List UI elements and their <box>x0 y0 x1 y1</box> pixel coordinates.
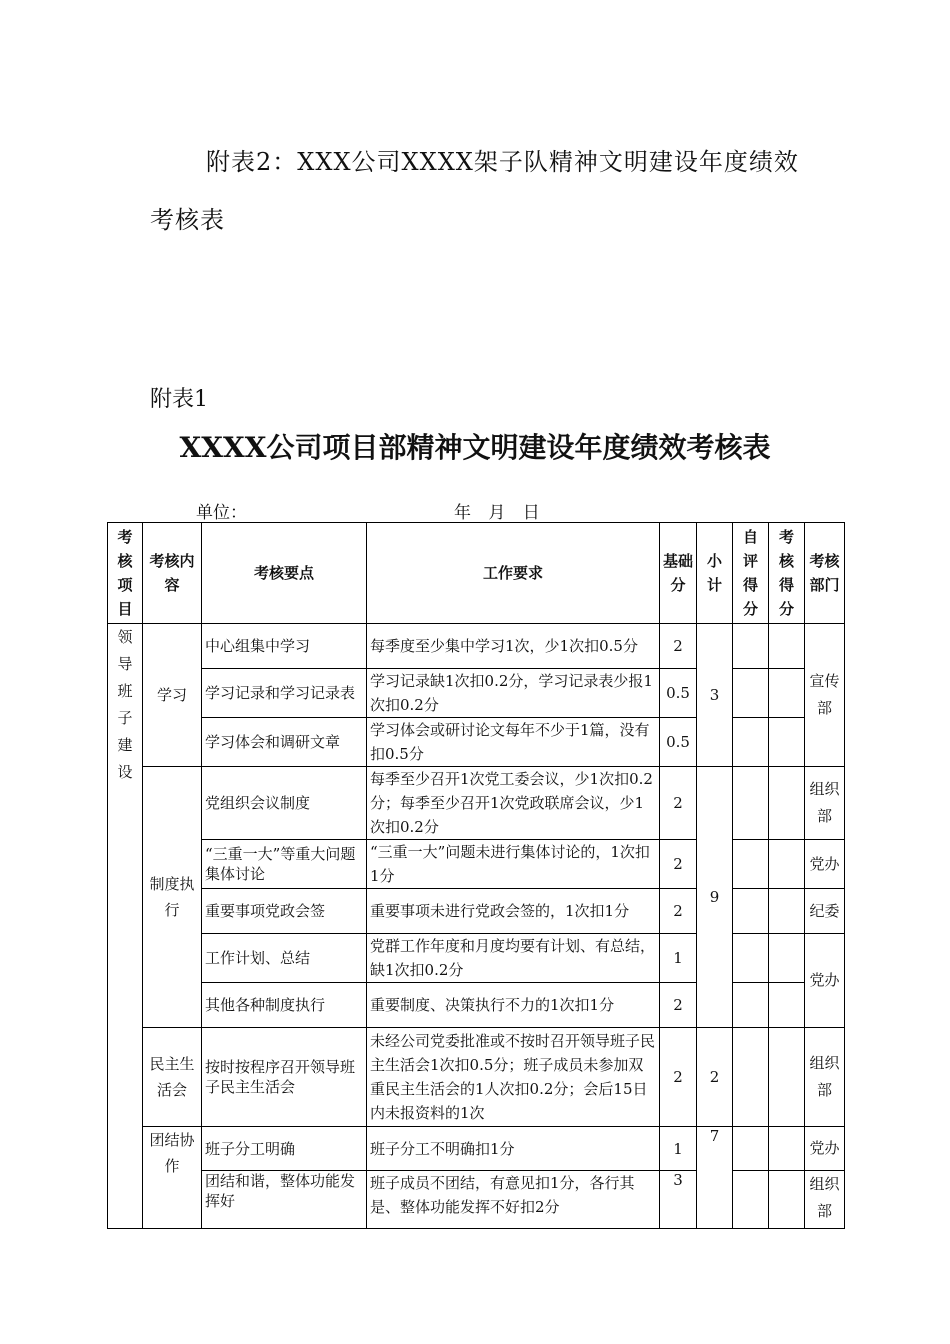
base-score-cell: 1 <box>660 934 697 983</box>
point-cell: “三重一大”等重大问题集体讨论 <box>202 840 367 889</box>
header-assess-score: 考核得分 <box>769 523 805 624</box>
table-row <box>108 767 845 840</box>
requirement-cell: 每季度至少集中学习1次，少1次扣0.5分 <box>367 624 660 669</box>
table-row <box>108 934 845 983</box>
assess-score-cell[interactable] <box>769 718 805 767</box>
requirement-cell: 重要事项未进行党政会签的，1次扣1分 <box>367 889 660 934</box>
table-row <box>108 889 845 934</box>
point-cell: 中心组集中学习 <box>202 624 367 669</box>
point-cell: 学习记录和学习记录表 <box>202 669 367 718</box>
table-row <box>108 669 845 718</box>
requirement-cell: 班子分工不明确扣1分 <box>367 1127 660 1171</box>
base-score-cell: 3 <box>660 1171 697 1229</box>
table-row <box>108 983 845 1028</box>
assess-score-cell[interactable] <box>769 1127 805 1171</box>
header-subtotal: 小计 <box>697 523 733 624</box>
self-score-cell[interactable] <box>733 1028 769 1127</box>
self-score-cell[interactable] <box>733 718 769 767</box>
assess-score-cell[interactable] <box>769 983 805 1028</box>
base-score-cell: 2 <box>660 624 697 669</box>
base-score-cell: 1 <box>660 1127 697 1171</box>
department-cell: 党办 <box>805 934 845 1028</box>
table-row <box>108 1028 845 1127</box>
requirement-cell: 重要制度、决策执行不力的1次扣1分 <box>367 983 660 1028</box>
date-label: 年 月 日 <box>454 503 540 523</box>
assess-score-cell[interactable] <box>769 934 805 983</box>
self-score-cell[interactable] <box>733 767 769 840</box>
self-score-cell[interactable] <box>733 1171 769 1229</box>
base-score-cell: 2 <box>660 1028 697 1127</box>
base-score-cell: 2 <box>660 767 697 840</box>
assessment-table <box>107 522 845 1229</box>
assess-score-cell[interactable] <box>769 624 805 669</box>
point-cell: 团结和谐，整体功能发挥好 <box>202 1171 367 1229</box>
subtotal-cell: 7 <box>697 1127 733 1229</box>
header-content: 考核内容 <box>143 523 202 624</box>
department-cell: 组织部 <box>805 1171 845 1229</box>
assess-score-cell[interactable] <box>769 669 805 718</box>
base-score-cell: 2 <box>660 983 697 1028</box>
assess-score-cell[interactable] <box>769 1171 805 1229</box>
self-score-cell[interactable] <box>733 889 769 934</box>
base-score-cell: 0.5 <box>660 718 697 767</box>
header-requirement: 工作要求 <box>367 523 660 624</box>
unit-label: 单位： <box>196 503 247 523</box>
group-content: 制度执行 <box>143 767 202 1028</box>
requirement-cell: 每季至少召开1次党工委会议，少1次扣0.2分；每季至少召开1次党政联席会议，少1次扣0.2分 <box>367 767 660 840</box>
header-item: 考核项目 <box>108 523 143 624</box>
subtotal-cell: 3 <box>697 624 733 767</box>
department-cell: 组织部 <box>805 767 845 840</box>
table-row <box>108 718 845 767</box>
self-score-cell[interactable] <box>733 934 769 983</box>
table-row <box>108 624 845 669</box>
self-score-cell[interactable] <box>733 624 769 669</box>
subtotal-cell: 9 <box>697 767 733 1028</box>
group-content: 民主生活会 <box>143 1028 202 1127</box>
department-cell: 党办 <box>805 840 845 889</box>
point-cell: 其他各种制度执行 <box>202 983 367 1028</box>
self-score-cell[interactable] <box>733 983 769 1028</box>
assess-score-cell[interactable] <box>769 767 805 840</box>
base-score-cell: 2 <box>660 840 697 889</box>
requirement-cell: 班子成员不团结，有意见扣1分，各行其是、整体功能发挥不好扣2分 <box>367 1171 660 1229</box>
department-cell: 党办 <box>805 1127 845 1171</box>
requirement-cell: 学习记录缺1次扣0.2分，学习记录表少报1次扣0.2分 <box>367 669 660 718</box>
department-cell: 组织部 <box>805 1028 845 1127</box>
unit-date-line <box>196 498 696 523</box>
table-row <box>108 840 845 889</box>
header-base-score: 基础分 <box>660 523 697 624</box>
assess-score-cell[interactable] <box>769 840 805 889</box>
header-self-score: 自评得分 <box>733 523 769 624</box>
requirement-cell: “三重一大”问题未进行集体讨论的，1次扣1分 <box>367 840 660 889</box>
table-row <box>108 1171 845 1229</box>
assess-score-cell[interactable] <box>769 1028 805 1127</box>
header-points: 考核要点 <box>202 523 367 624</box>
requirement-cell: 未经公司党委批准或不按时召开领导班子民主生活会1次扣0.5分；班子成员未参加双重民主生活会的1人次扣0.2分；会后15日内未报资料的1次 <box>367 1028 660 1127</box>
requirement-cell: 学习体会或研讨论文每年不少于1篇，没有扣0.5分 <box>367 718 660 767</box>
attachment-label: 附表1 <box>150 387 208 412</box>
table-title: XXXX公司项目部精神文明建设年度绩效考核表 <box>179 431 771 464</box>
department-cell: 宣传部 <box>805 624 845 767</box>
self-score-cell[interactable] <box>733 669 769 718</box>
point-cell: 重要事项党政会签 <box>202 889 367 934</box>
base-score-cell: 2 <box>660 889 697 934</box>
point-cell: 按时按程序召开领导班子民主生活会 <box>202 1028 367 1127</box>
base-score-cell: 0.5 <box>660 669 697 718</box>
group-content: 学习 <box>143 624 202 767</box>
point-cell: 党组织会议制度 <box>202 767 367 840</box>
point-cell: 工作计划、总结 <box>202 934 367 983</box>
point-cell: 学习体会和调研文章 <box>202 718 367 767</box>
subtotal-cell: 2 <box>697 1028 733 1127</box>
document-heading: 附表2：XXX公司XXXX架子队精神文明建设年度绩效考核表 <box>150 148 799 234</box>
assess-score-cell[interactable] <box>769 889 805 934</box>
requirement-cell: 党群工作年度和月度均要有计划、有总结，缺1次扣0.2分 <box>367 934 660 983</box>
header-row <box>108 523 845 624</box>
self-score-cell[interactable] <box>733 1127 769 1171</box>
header-department: 考核部门 <box>805 523 845 624</box>
point-cell: 班子分工明确 <box>202 1127 367 1171</box>
category-cell: 领导班子建设 <box>108 624 143 1229</box>
department-cell: 纪委 <box>805 889 845 934</box>
self-score-cell[interactable] <box>733 840 769 889</box>
group-content: 团结协作 <box>143 1127 202 1229</box>
table-row <box>108 1127 845 1171</box>
